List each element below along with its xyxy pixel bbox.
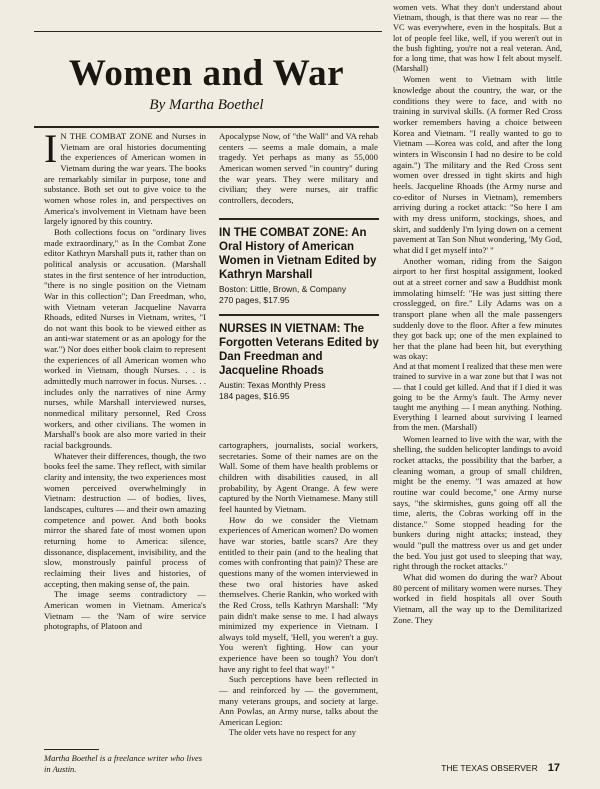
paragraph: Apocalypse Now, of "the Wall" and VA rehab centers — seems a male domain, a male tragedy. Yet perhaps as many as 55,000 American women served "in country" during the war years. They were military and civilian; they were nurses, air traffic controllers, decoders, xyxy=(219,131,378,205)
column-2-top xyxy=(219,131,378,206)
book-info-combat-zone xyxy=(219,218,379,305)
book-publisher: Austin: Texas Monthly Press xyxy=(219,380,326,390)
running-footer xyxy=(440,762,560,774)
paragraph: Women learned to live with the war, with the shelling, the sudden helicopter landings to avoid rocket attacks, the possibility that the barber, a cleaning woman, a group of small children, might be the enemy. "I was amazed at how routine war could become," one Army nurse says, "the skirmishes, guns going off all the time, alerts, the Cobras working off in the distance." Some stopped heading for the bunkers during night attacks; instead, they would "pull the mattress over us and get under the bed. You just got used to sleeping that way, right through the rocket attacks." xyxy=(393,433,562,572)
title-rule xyxy=(34,126,379,128)
block-quote: The older vets have no respect for any xyxy=(229,727,356,737)
paragraph: How do we consider the Vietnam experiences of American women? Do women have war stories, battle scars? Are they entitled to their pain (and to the healing that comes with confronting that pain)? These are questions many of the women interviewed in these two oral histories have asked themselves. Cherie Rankin, who worked with the Red Cross, tells Kathryn Marshall: "My pain didn't make sense to me. I had always minimized my experience in Vietnam. I always told myself, 'Hell, you weren't a guy. You weren't fighting. How can your experience have been so tough? You don't have any right to feel that way!' " xyxy=(219,514,378,674)
paragraph: What did women do during the war? About 80 percent of military women were nurses. They worked in field hospitals all over South Vietnam, all the way up to the Demilitarized Zone. They xyxy=(393,572,562,625)
column-1 xyxy=(44,126,206,632)
drop-cap: I xyxy=(44,126,58,171)
page-number: 17 xyxy=(547,762,560,774)
column-3 xyxy=(393,3,562,625)
top-rule xyxy=(34,31,382,32)
paragraph: Such perceptions have been reflected in — and reinforced by — the government, many veterans groups, and society at large. Ann Powlas, an Army nurse, talks about the American Legion: xyxy=(219,674,378,728)
byline: By Martha Boethel xyxy=(149,97,264,113)
author-footnote: Martha Boethel is a freelance writer who lives in Austin. xyxy=(44,753,203,774)
paragraph: The image seems contradictory — American women in Vietnam. America's Vietnam — the 'Nam of wire service photographs, of Platoon and xyxy=(44,589,206,632)
paragraph: cartographers, journalists, social workers, secretaries. Some of their names are on the Wall. Some of them have health problems or children with disabilities caused, in all probability, by Agent Orange. A few were captured by the North Vietnamese. Many still feel haunted by Vietnam. xyxy=(219,440,378,514)
paragraph: Both collections focus on "ordinary lives made extraordinary," as In the Combat Zone editor Kathryn Marshall puts it, rather than on political analysis or accusation. (Marshall states in the first sentence of her introduction, "there is no single position on the Vietnam War in this collection"; Dan Freedman, who, with Vietnam veteran Jacqueline Navarra Rhoads, edited Nurses in Vietnam, writes, "I do not want this book to be viewed either as an anti-war statement or as an apology for the war.") Nor does either book claim to represent the experiences of all American women who worked in Vietnam, though Nurses. . . is admittedly much narrower in focus. Nurses. . . includes only the narratives of nine Army nurses, while Marshall interviewed nurses, nonmedical military personnel, Red Cross workers, and other civilians. The women in Marshall's book are also more varied in their racial backgrounds. xyxy=(44,226,206,451)
paragraph: Whatever their differences, though, the two books feel the same. They reflect, with similar clarity and intensity, the two experiences most women perceived overwhelmingly in Vietnam: destruction — of bodies, lives, landscapes, cultures — and their own amazing competence and power. And both books mirror the shared fate of most women upon returning home to America: silence, dissonance, displacement, invisibility, and the slow, monstrously painful process of reclaiming their lives and histories, of accepting, then making sense of, the pain. xyxy=(44,450,206,589)
publication-name: THE TEXAS OBSERVER xyxy=(441,763,538,773)
block-quote: women vets. What they don't understand about Vietnam, though, is that there was no rear — the VC was everywhere, even in the hospitals. But a lot of people feel like, well, if you weren't out in the bush fighting, you're not a real veteran. And, for a long time, that was how I felt about myself. (Marshall) xyxy=(393,3,562,74)
book-info-nurses xyxy=(219,314,379,401)
paragraph: Women went to Vietnam with little knowledge about the country, the war, or the conditions they were to face, and with no training in survival skills. (A former Red Cross worker remembers having a choice between Korea and Vietnam. "I really wanted to go to Vietnam —Korea was cold, and after the long winters in Wisconsin I had no desire to be cold again.") The military and the Red Cross sent women over dressed in tight skirts and high heels. Jacqueline Rhoads (the Army nurse and co-editor of Nurses in Vietnam), remembers arriving during a rocket attack: "So here I am with my dress uniform, stockings, shoes, and skirt, and suddenly I'm lying down on a cement pavement at Tan Son Nhut wondering, 'My God, what did I get myself into?' " xyxy=(393,74,562,255)
book-title: IN THE COMBAT ZONE: An Oral History of American Women in Vietnam Edited by Kathryn Marshall xyxy=(219,227,377,281)
book-pages-price: 184 pages, $16.95 xyxy=(219,390,290,401)
column-2-bottom xyxy=(219,440,378,738)
block-quote: And at that moment I realized that these men were trained to survive in a war zone but that I was not — that I could get killed. And that if I died it was going to be the Army's fault. The Army never taught me anything — I mean anything. Nothing. Everything I learned about surviving I learned from the men. (Marshall) xyxy=(393,362,562,433)
footnote-rule xyxy=(44,749,99,750)
paragraph: I N THE COMBAT ZONE and Nurses in Vietnam are oral histories documenting the experiences of American women in Vietnam during the war years. The books are remarkably similar in purpose, tone and substance. Both set out to give voice to the women whose roles in, and perspectives on America's involvement in Vietnam have been largely ignored by this country. xyxy=(44,126,206,227)
book-title: NURSES IN VIETNAM: The Forgotten Veterans Edited by Dan Freedman and Jacqueline Rhoads xyxy=(219,323,379,377)
paragraph: Another woman, riding from the Saigon airport to her first hospital assignment, looked out at a street corner and saw a Buddhist monk immolating himself: "He was just sitting there crosslegged, on fire." Lily Adams was on a transport plane when all the male passengers suddenly dove to the floor. After a few minutes they got back up; one of the men explained to her that the plane had been hit, but everything was okay: xyxy=(393,255,562,362)
book-publisher: Boston: Little, Brown, & Company xyxy=(219,284,347,294)
book-pages-price: 270 pages, $17.95 xyxy=(219,294,290,305)
article-title: Women and War xyxy=(68,53,345,94)
